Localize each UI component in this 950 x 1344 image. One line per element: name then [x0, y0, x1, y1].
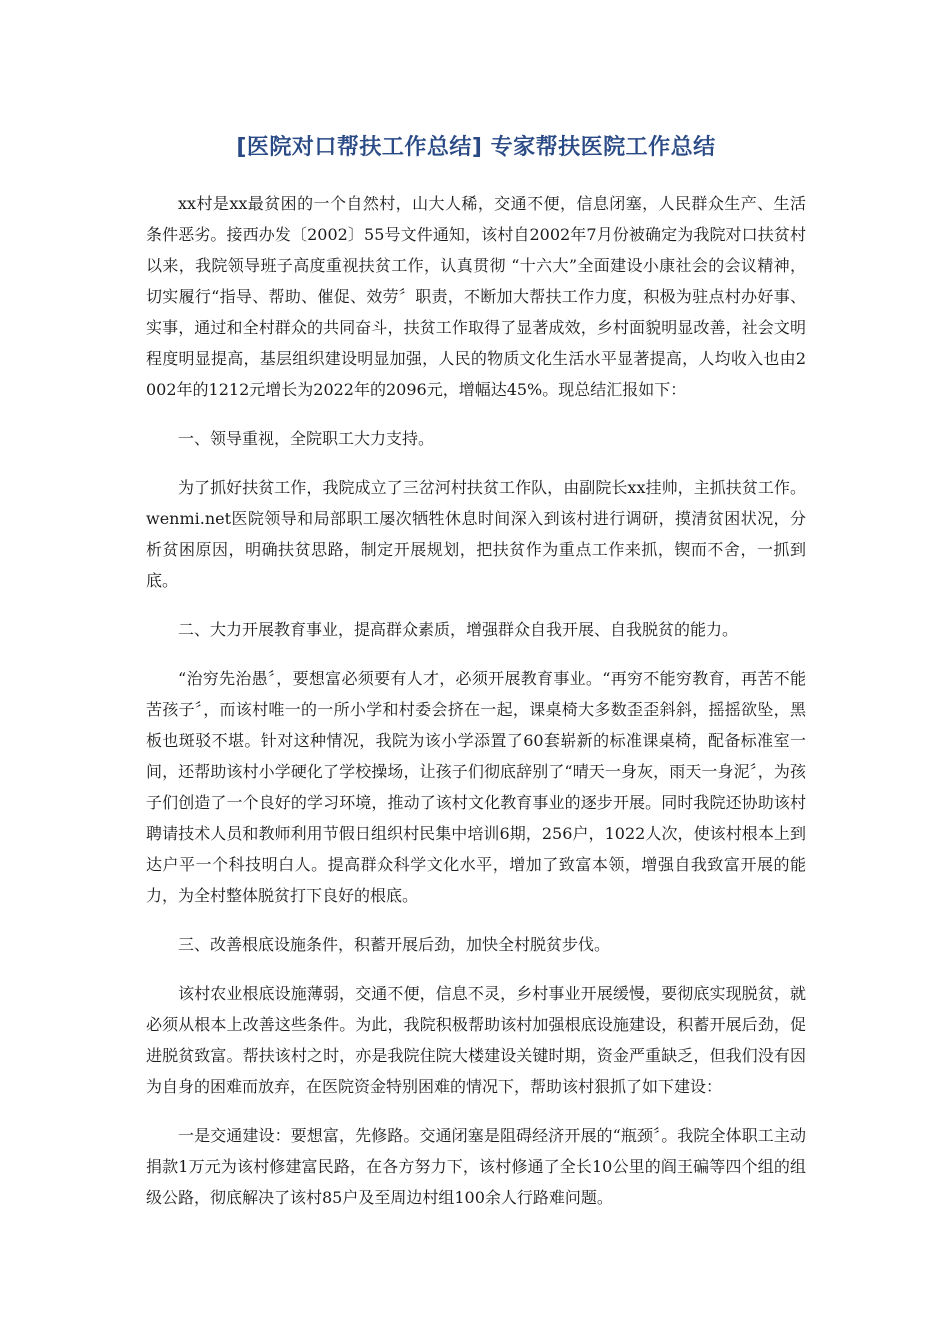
document-body — [146, 188, 806, 1213]
paragraph-transport: 一是交通建设：要想富，先修路。交通闭塞是阻碍经济开展的“瓶颈〞。我院全体职工主动捐款1万元为该村修建富民路，在各方努力下，该村修通了全长10公里的阎王碥等四个组的组级公路，彻底解决了该村85户及至周边村组100余人行路难问题。 — [146, 1126, 806, 1207]
paragraph-leadership: 为了抓好扶贫工作，我院成立了三岔河村扶贫工作队，由副院长xx挂帅，主抓扶贫工作。wenmi.net医院领导和局部职工屡次牺牲休息时间深入到该村进行调研，摸清贫困状况，分析贫困原因，明确扶贫思路，制定开展规划，把扶贫作为重点工作来抓，锲而不舍，一抓到底。 — [146, 478, 806, 590]
paragraph-intro: xx村是xx最贫困的一个自然村，山大人稀，交通不便，信息闭塞，人民群众生产、生活条件恶劣。接西办发〔2002〕55号文件通知，该村自2002年7月份被确定为我院对口扶贫村以来，我院领导班子高度重视扶贫工作，认真贯彻 “十六大”全面建设小康社会的会议精神，切实履行“指导、帮助、催促、效劳〞职责，不断加大帮扶工作力度，积极为驻点村办好事、实事，通过和全村群众的共同奋斗，扶贫工作取得了显著成效，乡村面貌明显改善，社会文明程度明显提高，基层组织建设明显加强，人民的物质文化生活水平显著提高，人均收入也由2002年的1212元增长为2022年的2096元，增幅达45%。现总结汇报如下： — [146, 194, 806, 399]
section-heading-1: 一、领导重视，全院职工大力支持。 — [178, 429, 435, 448]
document-page — [146, 130, 806, 1231]
paragraph-infrastructure: 该村农业根底设施薄弱，交通不便，信息不灵，乡村事业开展缓慢，要彻底实现脱贫，就必须从根本上改善这些条件。为此，我院积极帮助该村加强根底设施建设，积蓄开展后劲，促进脱贫致富。帮扶该村之时，亦是我院住院大楼建设关键时期，资金严重缺乏，但我们没有因为自身的困难而放弃，在医院资金特别困难的情况下，帮助该村狠抓了如下建设： — [146, 984, 806, 1096]
section-heading-3: 三、改善根底设施条件，积蓄开展后劲，加快全村脱贫步伐。 — [178, 935, 611, 954]
paragraph-education: “治穷先治愚〞，要想富必须要有人才，必须开展教育事业。“再穷不能穷教育，再苦不能苦孩子〞，而该村唯一的一所小学和村委会挤在一起，课桌椅大多数歪歪斜斜，摇摇欲坠，黑板也斑驳不堪。针对这种情况，我院为该小学添置了60套崭新的标准课桌椅，配备标准室一间，还帮助该村小学硬化了学校操场，让孩子们彻底辞别了“晴天一身灰，雨天一身泥〞，为孩子们创造了一个良好的学习环境，推动了该村文化教育事业的逐步开展。同时我院还协助该村聘请技术人员和教师利用节假日组织村民集中培训6期，256户，1022人次，使该村根本上到达户平一个科技明白人。提高群众科学文化水平，增加了致富本领，增强自我致富开展的能力，为全村整体脱贫打下良好的根底。 — [146, 669, 806, 905]
section-heading-2: 二、大力开展教育事业，提高群众素质，增强群众自我开展、自我脱贫的能力。 — [178, 620, 739, 639]
document-title: [医院对口帮扶工作总结] 专家帮扶医院工作总结 — [236, 135, 716, 160]
